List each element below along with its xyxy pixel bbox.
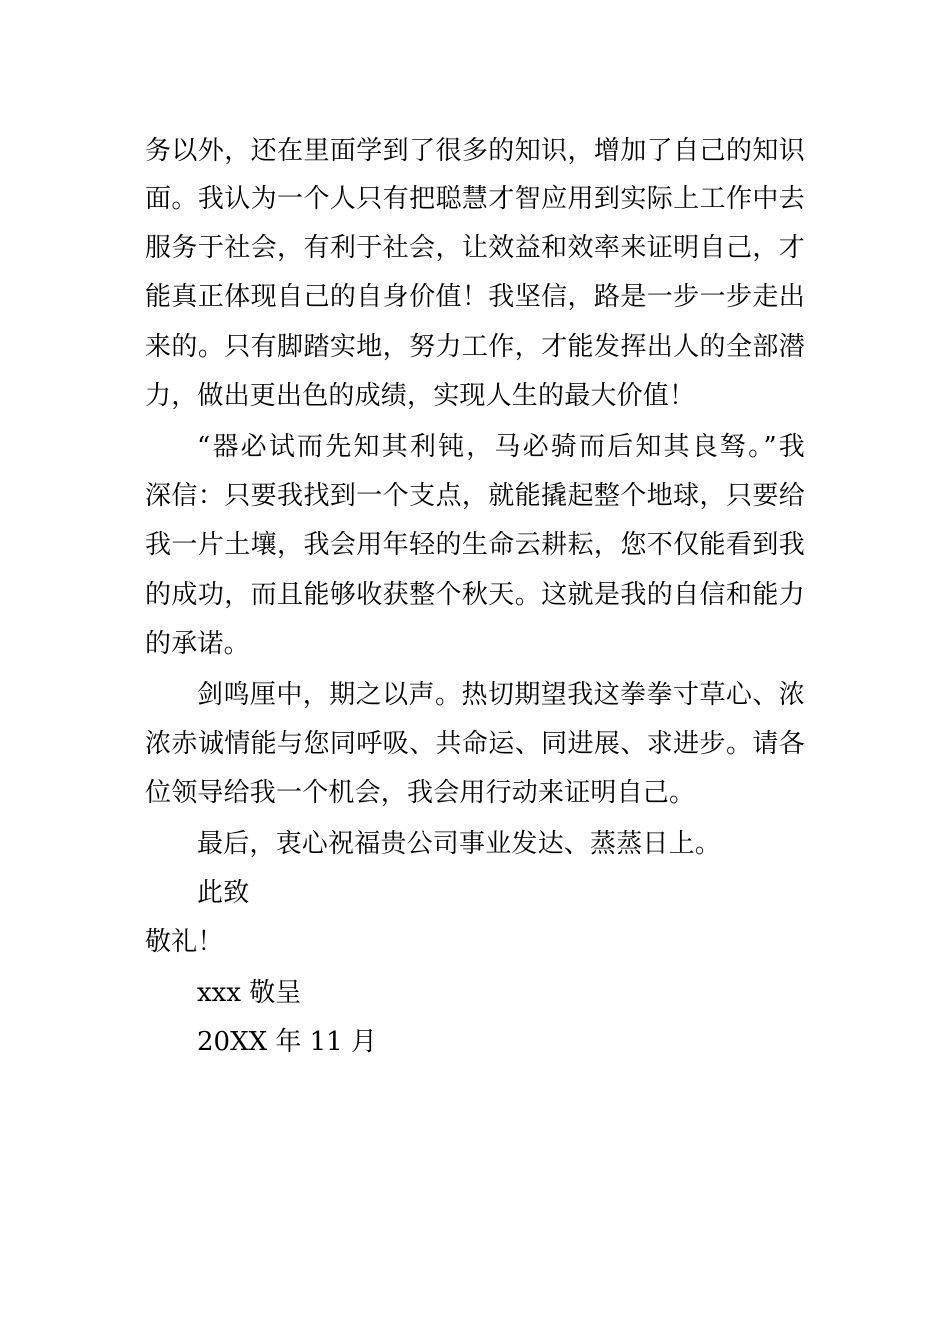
para1-line-6: 力，做出更出色的成绩，实现人生的最大价值！: [145, 381, 696, 411]
para1-line-1: 务以外，还在里面学到了很多的知识，增加了自己的知识: [145, 136, 805, 166]
salutation-cizhi: 此致: [197, 878, 250, 908]
para3-line-2: 浓赤诚情能与您同呼吸、共命运、同进展、求进步。请各: [145, 729, 805, 759]
para2-line-5: 的承诺。: [145, 629, 250, 659]
para3-line-3: 位领导给我一个机会，我会用行动来证明自己。: [145, 778, 696, 808]
para1-line-3: 服务于社会，有利于社会，让效益和效率来证明自己，才: [145, 233, 805, 263]
para2-line-3: 我一片土壤，我会用年轻的生命云耕耘，您不仅能看到我: [145, 530, 805, 560]
para1-line-4: 能真正体现自己的自身价值！我坚信，路是一步一步走出: [145, 282, 805, 312]
para2-line-2: 深信：只要我找到一个支点，就能撬起整个地球，只要给: [145, 481, 805, 511]
para2-line-1: “器必试而先知其利钝，马必骑而后知其良驽。”我: [197, 432, 805, 462]
closing-line: 最后，衷心祝福贵公司事业发达、蒸蒸日上。: [197, 829, 722, 859]
para1-line-5: 来的。只有脚踏实地，努力工作，才能发挥出人的全部潜: [145, 332, 805, 362]
para1-line-2: 面。我认为一个人只有把聪慧才智应用到实际上工作中去: [145, 184, 805, 214]
date: 20XX 年 11 月: [197, 1027, 377, 1057]
para2-line-4: 的成功，而且能够收获整个秋天。这就是我的自信和能力: [145, 580, 805, 610]
signature: xxx 敬呈: [197, 978, 302, 1008]
para3-line-1: 剑鸣厘中，期之以声。热切期望我这拳拳寸草心、浓: [197, 680, 805, 710]
salutation-jingli: 敬礼！: [145, 927, 224, 957]
